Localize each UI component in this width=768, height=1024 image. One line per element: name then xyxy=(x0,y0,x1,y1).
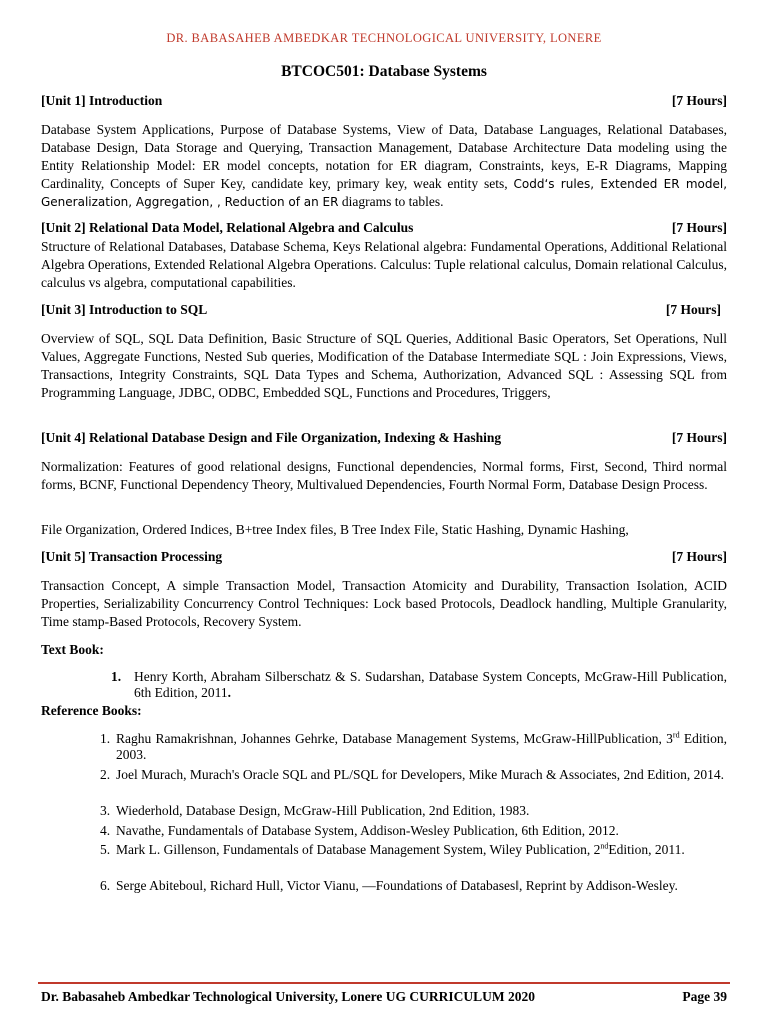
list-number: 1. xyxy=(100,731,111,746)
reference-text: Wiederhold, Database Design, McGraw-Hill Publication, 2nd Edition, 1983. xyxy=(116,803,530,818)
reference-item xyxy=(100,730,728,763)
reference-text-end: Edition, 2011. xyxy=(608,842,685,857)
reference-text: Raghu Ramakrishnan, Johannes Gehrke, Database Management Systems, McGraw-HillPublication, 3 xyxy=(116,731,673,746)
page-footer xyxy=(41,989,727,1005)
reference-text: Navathe, Fundamentals of Database System, Addison-Wesley Publication, 6th Edition, 2012. xyxy=(116,823,619,838)
reference-item xyxy=(100,823,727,839)
list-number: 2. xyxy=(100,767,111,782)
superscript: nd xyxy=(600,841,609,851)
reference-text: Joel Murach, Murach's Oracle SQL and PL/SQL for Developers, Mike Murach & Associates, 2nd Edition, 2014. xyxy=(116,767,725,782)
list-number: 6. xyxy=(100,878,111,893)
unit-1-heading xyxy=(41,93,727,109)
unit-text-end: diagrams to tables. xyxy=(338,194,444,209)
text-book-label: Text Book: xyxy=(41,642,104,657)
footer-text: Dr. Babasaheb Ambedkar Technological University, Lonere UG CURRICULUM 2020 xyxy=(41,989,536,1004)
reference-books-label: Reference Books: xyxy=(41,703,142,718)
unit-hours: [7 Hours] xyxy=(671,93,727,108)
list-number: 5. xyxy=(100,842,111,857)
unit-hours: [7 Hours] xyxy=(665,302,721,317)
unit-3-heading xyxy=(41,302,721,318)
unit-4-content: Normalization: Features of good relational designs, Functional dependencies, Normal forms, First, Second, Third normal forms, BCNF, Functional Dependency Theory, Multivalued Dependencies, Fourth Normal Form, Database Design Process. xyxy=(41,459,727,492)
unit-title: [Unit 2] Relational Data Model, Relational Algebra and Calculus xyxy=(41,220,414,235)
unit-5-heading xyxy=(41,549,727,565)
text-book-end: . xyxy=(227,685,231,700)
reference-text: Serge Abiteboul, Richard Hull, Victor Vianu, ―Foundations of Databases‖, Reprint by Addison-Wesley. xyxy=(116,878,678,893)
unit-text-sans: Codd‘s rules, Extended ER model, Generalization, Aggregation, , Reduction of an ER xyxy=(41,177,728,209)
unit-2-heading xyxy=(41,220,727,236)
reference-item xyxy=(100,803,727,819)
unit-2-content: Structure of Relational Databases, Database Schema, Keys Relational algebra: Fundamental Operations, Additional Relational Algebra Operations, Extended Relational Algebra Operations. Calculus: Tuple relational calculus, Domain relational Calculus, calculus vs algebra, computational capabilities. xyxy=(41,239,727,290)
text-book-citation: Henry Korth, Abraham Silberschatz & S. Sudarshan, Database System Concepts, McGraw-Hill Publication, 6th Edition, 2011 xyxy=(134,669,727,700)
reference-item xyxy=(100,841,727,858)
reference-text: Mark L. Gillenson, Fundamentals of Database Management System, Wiley Publication, 2 xyxy=(116,842,601,857)
list-number: 1. xyxy=(111,669,122,684)
unit-title: [Unit 3] Introduction to SQL xyxy=(41,302,208,317)
page-number: Page 39 xyxy=(682,989,727,1004)
unit-4-heading xyxy=(41,430,727,446)
unit-text: Database System Applications, Purpose of Database Systems, View of Data, Database Languages, Relational Databases, Database Design, Data Storage and Querying, Transaction Management, Database Architecture Data modeling using the Entity Relationship Model: ER model concepts, notation for ER diagram, Constraints, keys, E-R Diagrams, Mapping Cardinality, Concepts of Super Key, candidate key, primary key, weak entity sets, xyxy=(41,122,727,191)
unit-hours: [7 Hours] xyxy=(671,220,727,235)
unit-title: [Unit 4] Relational Database Design and File Organization, Indexing & Hashing xyxy=(41,430,502,445)
unit-1-content xyxy=(41,121,727,211)
reference-item xyxy=(100,878,727,894)
list-number: 4. xyxy=(100,823,111,838)
unit-5-content: Transaction Concept, A simple Transaction Model, Transaction Atomicity and Durability, Transaction Isolation, ACID Properties, Serializability Concurrency Control Techniques: Lock based Protocols, Deadlock handling, Multiple Granularity, Time stamp-Based Protocols, Recovery System. xyxy=(41,578,727,629)
unit-3-content: Overview of SQL, SQL Data Definition, Basic Structure of SQL Queries, Additional Basic Operators, Set Operations, Null Values, Aggregate Functions, Nested Sub queries, Modification of the Database Intermediate SQL : Join Expressions, Views, Transactions, Integrity Constraints, SQL Data Types and Schema, Authorization, Advanced SQL : Assessing SQL from Programming Language, JDBC, ODBC, Embedded SQL, Functions and Procedures, Triggers, xyxy=(41,331,727,400)
unit-hours: [7 Hours] xyxy=(671,430,727,445)
unit-title: [Unit 1] Introduction xyxy=(41,93,163,108)
course-title: BTCOC501: Database Systems xyxy=(281,63,487,80)
unit-title: [Unit 5] Transaction Processing xyxy=(41,549,223,564)
university-header: DR. BABASAHEB AMBEDKAR TECHNOLOGICAL UNIVERSITY, LONERE xyxy=(166,31,602,45)
list-number: 3. xyxy=(100,803,111,818)
unit-hours: [7 Hours] xyxy=(671,549,727,564)
unit-4-content-2: File Organization, Ordered Indices, B+tree Index files, B Tree Index File, Static Hashing, Dynamic Hashing, xyxy=(41,522,629,537)
footer-divider xyxy=(38,982,730,984)
reference-text-end: Edition, 2003. xyxy=(116,731,728,762)
text-book-item xyxy=(111,669,727,701)
superscript: rd xyxy=(672,730,680,740)
reference-item xyxy=(100,767,727,783)
